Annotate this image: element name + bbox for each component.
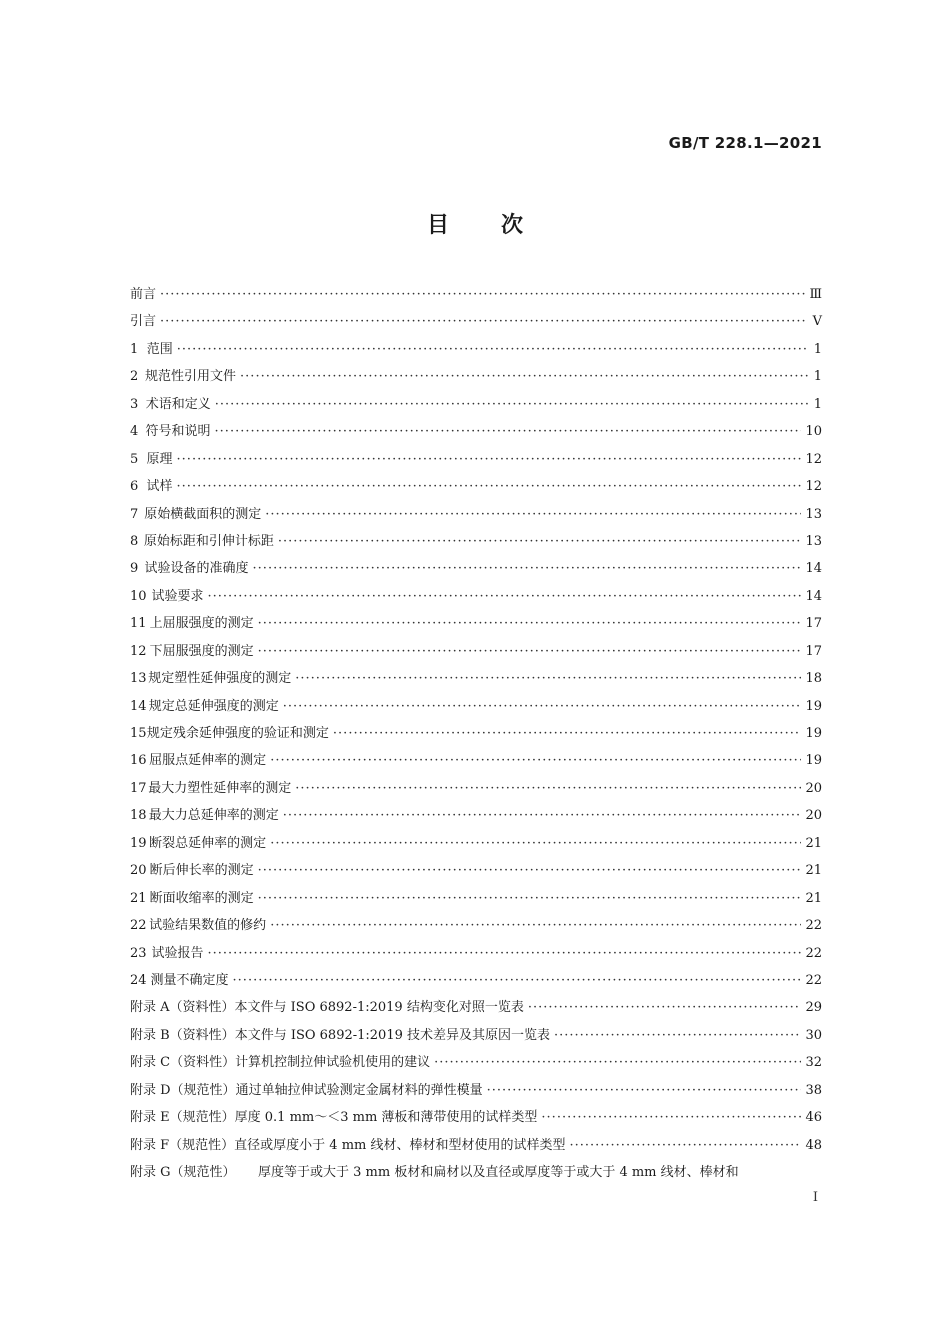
toc-entry-page: 13 <box>805 506 822 522</box>
toc-entry-chapter[interactable] <box>130 530 822 557</box>
title-char-1: 目 <box>426 213 449 238</box>
toc-entry-page: 22 <box>805 945 822 961</box>
toc-entry-label: 规定总延伸强度的测定 <box>148 698 279 714</box>
toc-entry-page: 32 <box>805 1055 822 1071</box>
toc-entry-page: 21 <box>805 835 822 851</box>
toc-entry-page: 20 <box>805 780 822 796</box>
toc-entry-number: 17 <box>130 780 147 796</box>
standard-code: GB/T 228.1—2021 <box>668 134 822 152</box>
toc-entry-label: 前言 <box>130 287 157 302</box>
toc-entry-label: 原理 <box>146 451 173 467</box>
toc-entry-label: 试验结果数值的修约 <box>149 918 267 934</box>
toc-entry-number: 8 <box>130 533 139 549</box>
toc-entry-page: Ⅲ <box>809 287 822 302</box>
toc-entry-chapter[interactable] <box>130 942 822 969</box>
toc-entry-label: 规定残余延伸强度的验证和测定 <box>146 726 329 741</box>
toc-entry-label: 试验要求 <box>151 588 204 604</box>
toc-entry-number: 11 <box>130 616 147 632</box>
toc-entry-chapter[interactable] <box>130 393 822 420</box>
dot-leader <box>528 1000 802 1015</box>
toc-entry-label: 符号和说明 <box>145 424 211 440</box>
toc-entry-page: 22 <box>805 972 822 988</box>
annex-prefix: 附录 F（规范性） <box>130 1137 235 1153</box>
toc-entry-label: 通过单轴拉伸试验测定金属材料的弹性模量 <box>235 1082 483 1098</box>
toc-entry-label: 最大力总延伸率的测定 <box>148 808 279 824</box>
toc-entry-page: 19 <box>805 726 822 741</box>
toc-entry-page: 14 <box>805 588 822 604</box>
toc-entry-annex[interactable] <box>130 996 822 1023</box>
toc-entry-page: 17 <box>805 643 822 659</box>
toc-entry-page: 14 <box>805 561 822 577</box>
toc-entry-chapter[interactable] <box>130 887 822 914</box>
toc-entry-page: Ⅴ <box>812 314 822 330</box>
toc-entry-chapter[interactable] <box>130 969 822 996</box>
toc-entry-page: 1 <box>813 396 822 412</box>
toc-entry-number: 16 <box>130 753 147 769</box>
toc-entry-page: 21 <box>805 863 822 879</box>
toc-entry-number: 6 <box>130 479 139 495</box>
toc-entry-number: 22 <box>130 918 147 934</box>
toc-entry-chapter[interactable] <box>130 914 822 941</box>
toc-entry-number: 21 <box>130 890 147 906</box>
toc-entry-label: 试验报告 <box>151 945 204 961</box>
toc-entry-label: 术语和定义 <box>145 396 211 412</box>
dot-leader <box>240 369 808 384</box>
toc-entry-annex[interactable] <box>130 1106 822 1133</box>
dot-leader <box>541 1110 801 1125</box>
toc-entry-page: 21 <box>805 890 822 906</box>
toc-entry-label: 断裂总延伸率的测定 <box>149 835 267 851</box>
toc-entry-chapter[interactable] <box>130 338 822 365</box>
toc-entry-chapter[interactable] <box>130 448 822 475</box>
toc-entry-label: 下屈服强度的测定 <box>149 643 254 659</box>
dot-leader <box>207 589 801 604</box>
dot-leader <box>258 616 802 631</box>
table-of-contents <box>130 283 822 1188</box>
toc-entry-label: 最大力塑性延伸率的测定 <box>148 780 292 796</box>
toc-entry-introduction[interactable] <box>130 310 822 337</box>
toc-entry-chapter[interactable] <box>130 365 822 392</box>
toc-entry-label: 本文件与 ISO 6892-1:2019 技术差异及其原因一览表 <box>234 1027 550 1043</box>
toc-entry-page: 10 <box>805 424 822 440</box>
annex-prefix: 附录 D（规范性） <box>130 1082 236 1098</box>
dot-leader <box>434 1055 801 1070</box>
toc-entry-number: 14 <box>130 698 147 714</box>
toc-entry-page: 18 <box>805 671 822 687</box>
toc-entry-number: 18 <box>130 808 147 824</box>
toc-entry-chapter[interactable] <box>130 475 822 502</box>
dot-leader <box>233 973 802 988</box>
toc-entry-label: 断面收缩率的测定 <box>149 890 254 906</box>
toc-entry-chapter[interactable] <box>130 804 822 831</box>
toc-entry-number: 5 <box>130 451 139 467</box>
toc-entry-label: 规定塑性延伸强度的测定 <box>148 671 292 687</box>
toc-entry-chapter[interactable] <box>130 585 822 612</box>
dot-leader <box>295 781 801 796</box>
toc-entry-annex[interactable] <box>130 1024 822 1051</box>
toc-entry-label: 厚度 0.1 mm～＜3 mm 薄板和薄带使用的试样类型 <box>234 1110 538 1126</box>
toc-entry-number: 20 <box>130 863 147 879</box>
toc-entry-page: 48 <box>805 1137 822 1153</box>
toc-entry-page: 1 <box>813 341 822 357</box>
dot-leader <box>177 479 802 494</box>
dot-leader <box>258 644 802 659</box>
page-title <box>0 208 950 239</box>
toc-entry-number: 3 <box>130 396 139 412</box>
page-number: Ⅰ <box>812 1190 818 1205</box>
title-char-2: 次 <box>501 213 524 238</box>
annex-prefix: 附录 C（资料性） <box>130 1055 236 1071</box>
toc-entry-label: 断后伸长率的测定 <box>149 863 254 879</box>
dot-leader <box>215 397 808 412</box>
toc-entry-foreword[interactable] <box>130 283 822 310</box>
toc-entry-label: 原始横截面积的测定 <box>144 506 262 522</box>
dot-leader <box>278 534 802 549</box>
toc-entry-number: 10 <box>130 588 147 604</box>
dot-leader <box>283 808 802 823</box>
annex-prefix: 附录 E（规范性） <box>130 1110 235 1126</box>
toc-entry-page: 38 <box>805 1082 822 1098</box>
dot-leader <box>258 891 802 906</box>
toc-entry-label: 计算机控制拉伸试验机使用的建议 <box>235 1055 431 1071</box>
dot-leader <box>160 314 808 329</box>
dot-leader <box>295 671 801 686</box>
toc-entry-label: 上屈服强度的测定 <box>149 616 254 632</box>
toc-entry-number: 2 <box>130 369 139 385</box>
annex-prefix: 附录 A（资料性） <box>130 1000 235 1016</box>
toc-entry-chapter[interactable] <box>130 722 822 749</box>
toc-entry-label: 范围 <box>146 341 173 357</box>
toc-entry-annex[interactable] <box>130 1079 822 1106</box>
toc-entry-number: 4 <box>130 424 139 440</box>
toc-entry-chapter[interactable] <box>130 749 822 776</box>
dot-leader <box>215 424 802 439</box>
toc-entry-label: 测量不确定度 <box>150 972 229 988</box>
dot-leader <box>569 1138 801 1153</box>
toc-entry-page: 22 <box>805 918 822 934</box>
toc-entry-page: 1 <box>813 369 822 385</box>
toc-entry-chapter[interactable] <box>130 859 822 886</box>
toc-entry-label: 规范性引用文件 <box>145 369 237 385</box>
toc-entry-label: 引言 <box>130 314 157 330</box>
toc-entry-number: 13 <box>130 671 147 687</box>
toc-entry-page: 30 <box>805 1027 822 1043</box>
toc-entry-label: 屈服点延伸率的测定 <box>149 753 267 769</box>
dot-leader <box>265 507 801 522</box>
toc-entry-page: 19 <box>805 698 822 714</box>
toc-entry-number: 23 <box>130 945 147 961</box>
toc-entry-page: 12 <box>805 479 822 495</box>
toc-entry-page: 20 <box>805 808 822 824</box>
dot-leader <box>270 918 801 933</box>
toc-entry-page: 19 <box>805 753 822 769</box>
toc-entry-number: 9 <box>130 561 139 577</box>
toc-entry-chapter[interactable] <box>130 420 822 447</box>
toc-entry-chapter[interactable] <box>130 832 822 859</box>
dot-leader <box>207 946 801 961</box>
toc-entry-chapter[interactable] <box>130 557 822 584</box>
dot-leader <box>554 1028 801 1043</box>
toc-entry-chapter[interactable] <box>130 695 822 722</box>
toc-entry-page: 12 <box>805 451 822 467</box>
dot-leader <box>177 342 808 357</box>
toc-entry-annex[interactable] <box>130 1134 822 1161</box>
toc-entry-annex[interactable] <box>130 1161 822 1188</box>
annex-prefix: 附录 G（规范性） <box>130 1165 236 1180</box>
dot-leader <box>487 1083 802 1098</box>
dot-leader <box>160 287 805 302</box>
toc-entry-number: 1 <box>130 341 139 357</box>
toc-entry-page: 13 <box>805 533 822 549</box>
toc-entry-number: 7 <box>130 506 139 522</box>
toc-entry-number: 19 <box>130 835 147 851</box>
toc-entry-chapter[interactable] <box>130 640 822 667</box>
toc-entry-number: 24 <box>130 972 147 988</box>
dot-leader <box>258 863 802 878</box>
toc-entry-label: 本文件与 ISO 6892-1:2019 结构变化对照一览表 <box>234 1000 524 1016</box>
toc-entry-page: 46 <box>805 1110 822 1126</box>
toc-entry-label: 直径或厚度小于 4 mm 线材、棒材和型材使用的试样类型 <box>234 1137 566 1153</box>
toc-entry-label: 试样 <box>146 479 173 495</box>
toc-entry-label: 试验设备的准确度 <box>144 561 249 577</box>
dot-leader <box>253 561 802 576</box>
toc-entry-annex[interactable] <box>130 1051 822 1078</box>
toc-entry-page: 29 <box>805 1000 822 1016</box>
toc-entry-chapter[interactable] <box>130 612 822 639</box>
annex-prefix: 附录 B（资料性） <box>130 1027 235 1043</box>
toc-entry-label: 原始标距和引伸计标距 <box>143 533 274 549</box>
dot-leader <box>283 699 802 714</box>
toc-entry-chapter[interactable] <box>130 667 822 694</box>
toc-entry-number: 15 <box>130 726 147 741</box>
dot-leader <box>177 452 802 467</box>
dot-leader <box>333 726 802 741</box>
toc-entry-page: 17 <box>805 616 822 632</box>
dot-leader <box>270 836 801 851</box>
toc-entry-label: 厚度等于或大于 3 mm 板材和扁材以及直径或厚度等于或大于 4 mm 线材、棒材和 <box>258 1165 739 1180</box>
toc-entry-chapter[interactable] <box>130 503 822 530</box>
dot-leader <box>270 753 801 768</box>
toc-entry-number: 12 <box>130 643 147 659</box>
toc-entry-chapter[interactable] <box>130 777 822 804</box>
